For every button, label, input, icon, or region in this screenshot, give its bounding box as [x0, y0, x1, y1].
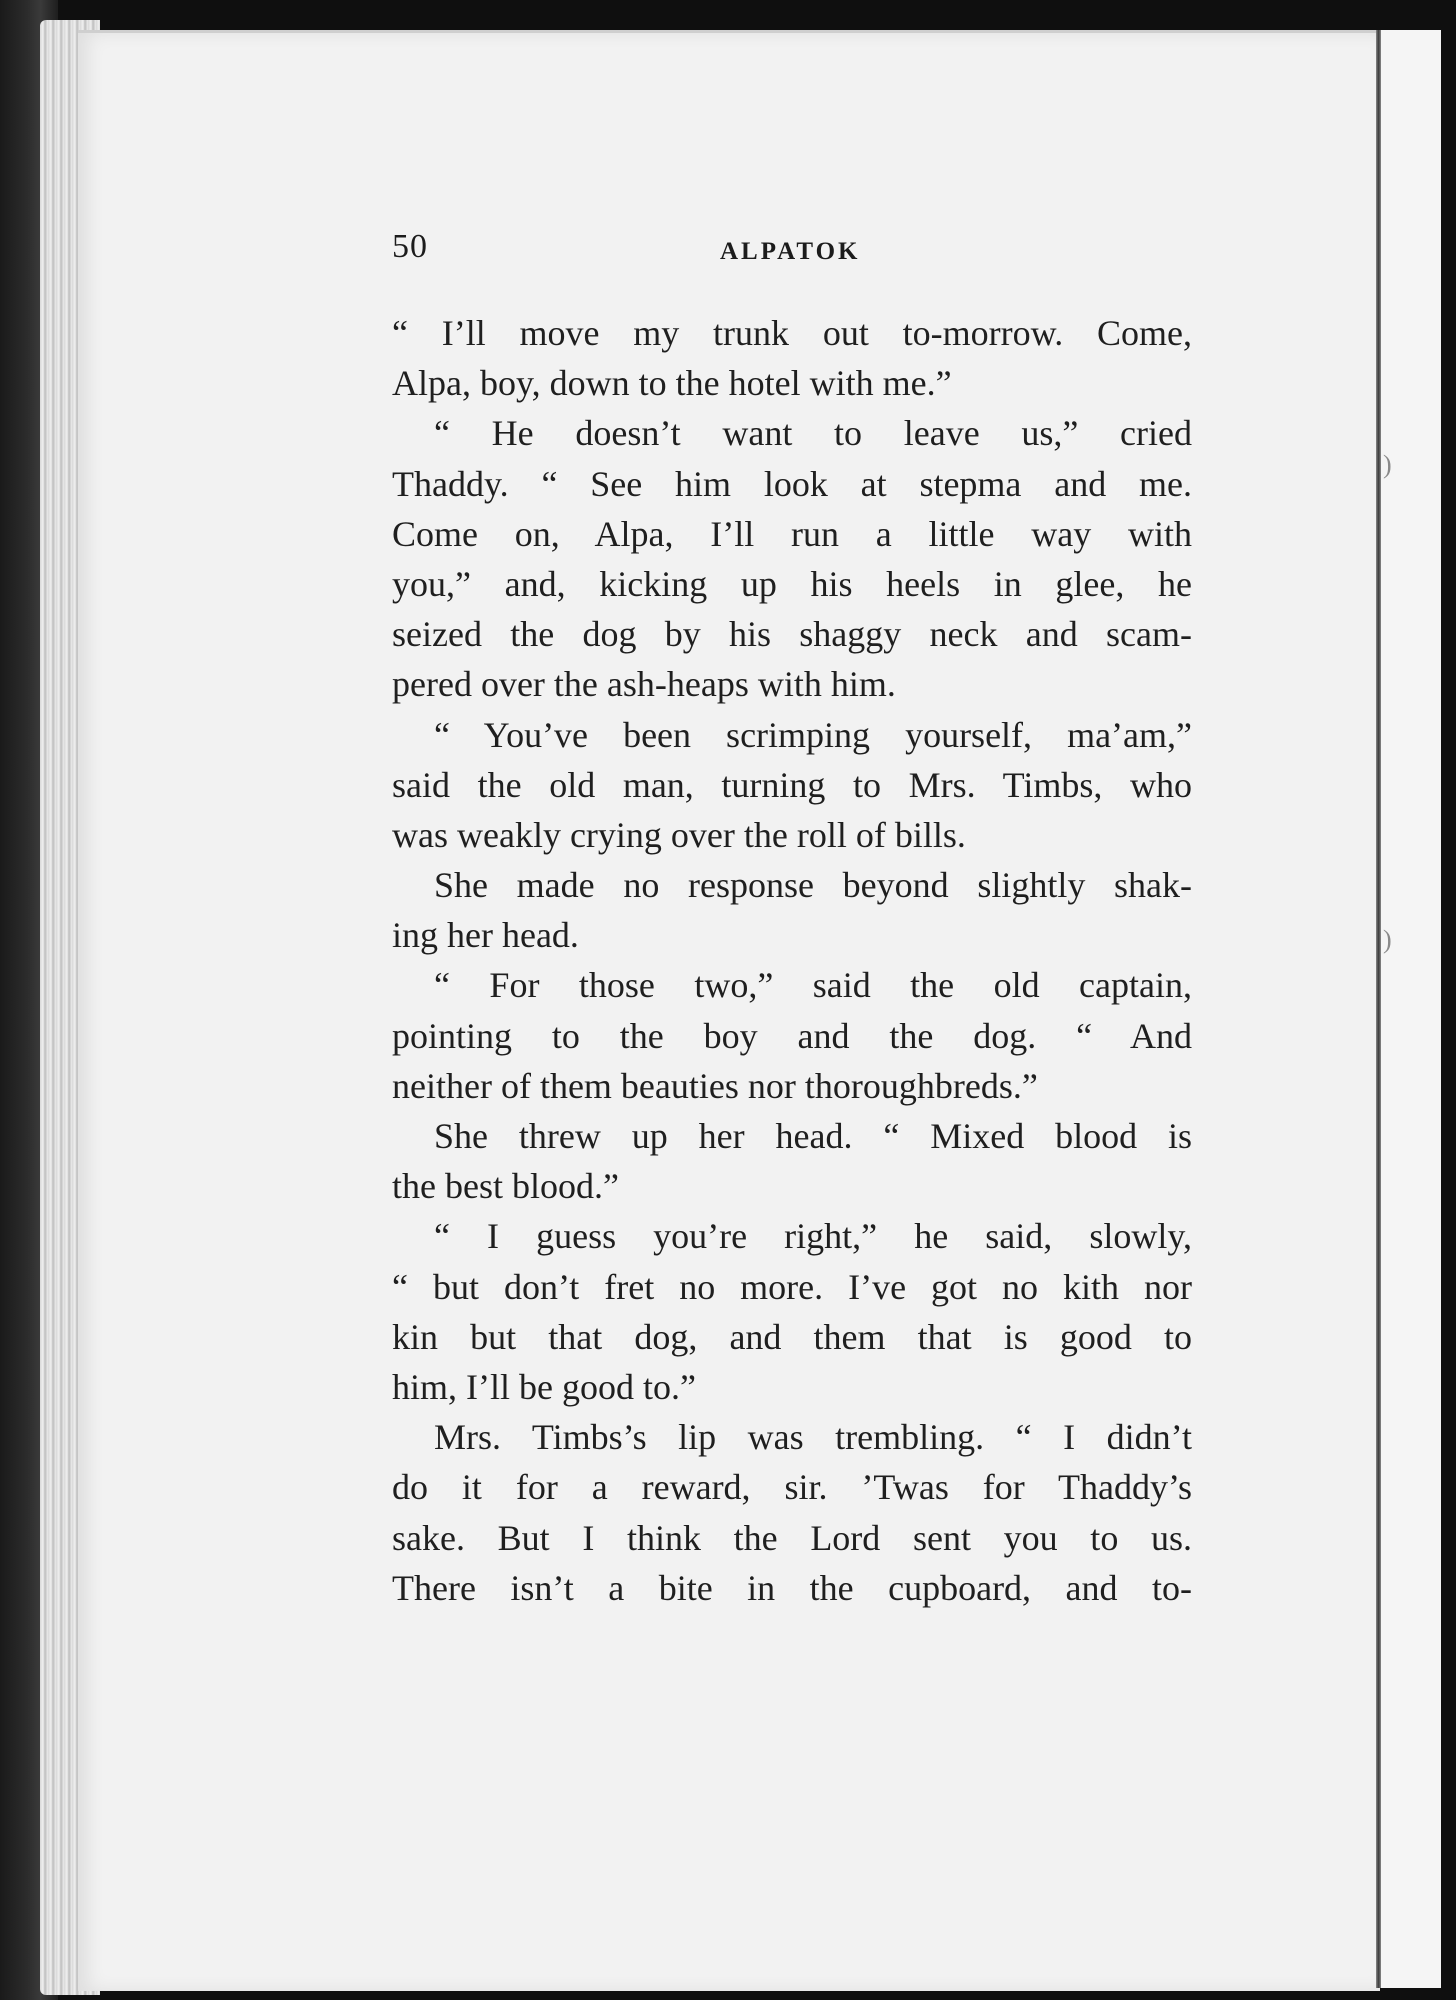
book-title: ALPATOK: [720, 238, 861, 265]
text-line: the best blood.”: [392, 1166, 619, 1207]
body-text: [392, 308, 1192, 1613]
text-line: “ but don’t fret no more. I’ve got no kith nor: [392, 1266, 1192, 1307]
text-line: She threw up her head. “ Mixed blood is: [434, 1116, 1192, 1156]
text-line: pered over the ash-heaps with him.: [392, 664, 896, 705]
page-number: 50: [392, 228, 428, 265]
text-line: “ I’ll move my trunk out to-morrow. Come,: [392, 313, 1192, 353]
text-line: neither of them beauties nor thoroughbreds.”: [392, 1065, 1038, 1106]
text-line: “ He doesn’t want to leave us,” cried: [434, 413, 1192, 454]
facing-page-mark: ): [1383, 925, 1392, 954]
text-line: Thaddy. “ See him look at stepma and me.: [392, 463, 1192, 504]
scan-right-edge: [1441, 0, 1456, 2000]
text-line: sake. But I think the Lord sent you to us.: [392, 1517, 1192, 1558]
text-line: pointing to the boy and the dog. “ And: [392, 1015, 1192, 1056]
text-line: She made no response beyond slightly shak-: [434, 865, 1192, 906]
text-line: “ For those two,” said the old captain,: [434, 965, 1192, 1006]
text-line: said the old man, turning to Mrs. Timbs, who: [392, 764, 1192, 805]
text-line: Come on, Alpa, I’ll run a little way with: [392, 513, 1192, 554]
text-line: was weakly crying over the roll of bills.: [392, 814, 966, 855]
text-line: There isn’t a bite in the cupboard, and to-: [392, 1567, 1192, 1608]
text-line: seized the dog by his shaggy neck and scam-: [392, 614, 1192, 655]
facing-page-edge: [1381, 30, 1441, 1988]
text-line: do it for a reward, sir. ’Twas for Thaddy’s: [392, 1467, 1192, 1508]
text-line: “ You’ve been scrimping yourself, ma’am,”: [434, 714, 1192, 755]
text-line: Mrs. Timbs’s lip was trembling. “ I didn’t: [434, 1417, 1192, 1458]
text-line: him, I’ll be good to.”: [392, 1366, 696, 1407]
text-line: “ I guess you’re right,” he said, slowly,: [434, 1216, 1192, 1257]
running-head: [392, 228, 1192, 278]
text-line: you,” and, kicking up his heels in glee, he: [392, 563, 1192, 604]
text-line: ing her head.: [392, 915, 579, 956]
text-line: kin but that dog, and them that is good to: [392, 1316, 1192, 1357]
facing-page-mark: ): [1383, 450, 1392, 479]
text-line: Alpa, boy, down to the hotel with me.”: [392, 363, 952, 404]
